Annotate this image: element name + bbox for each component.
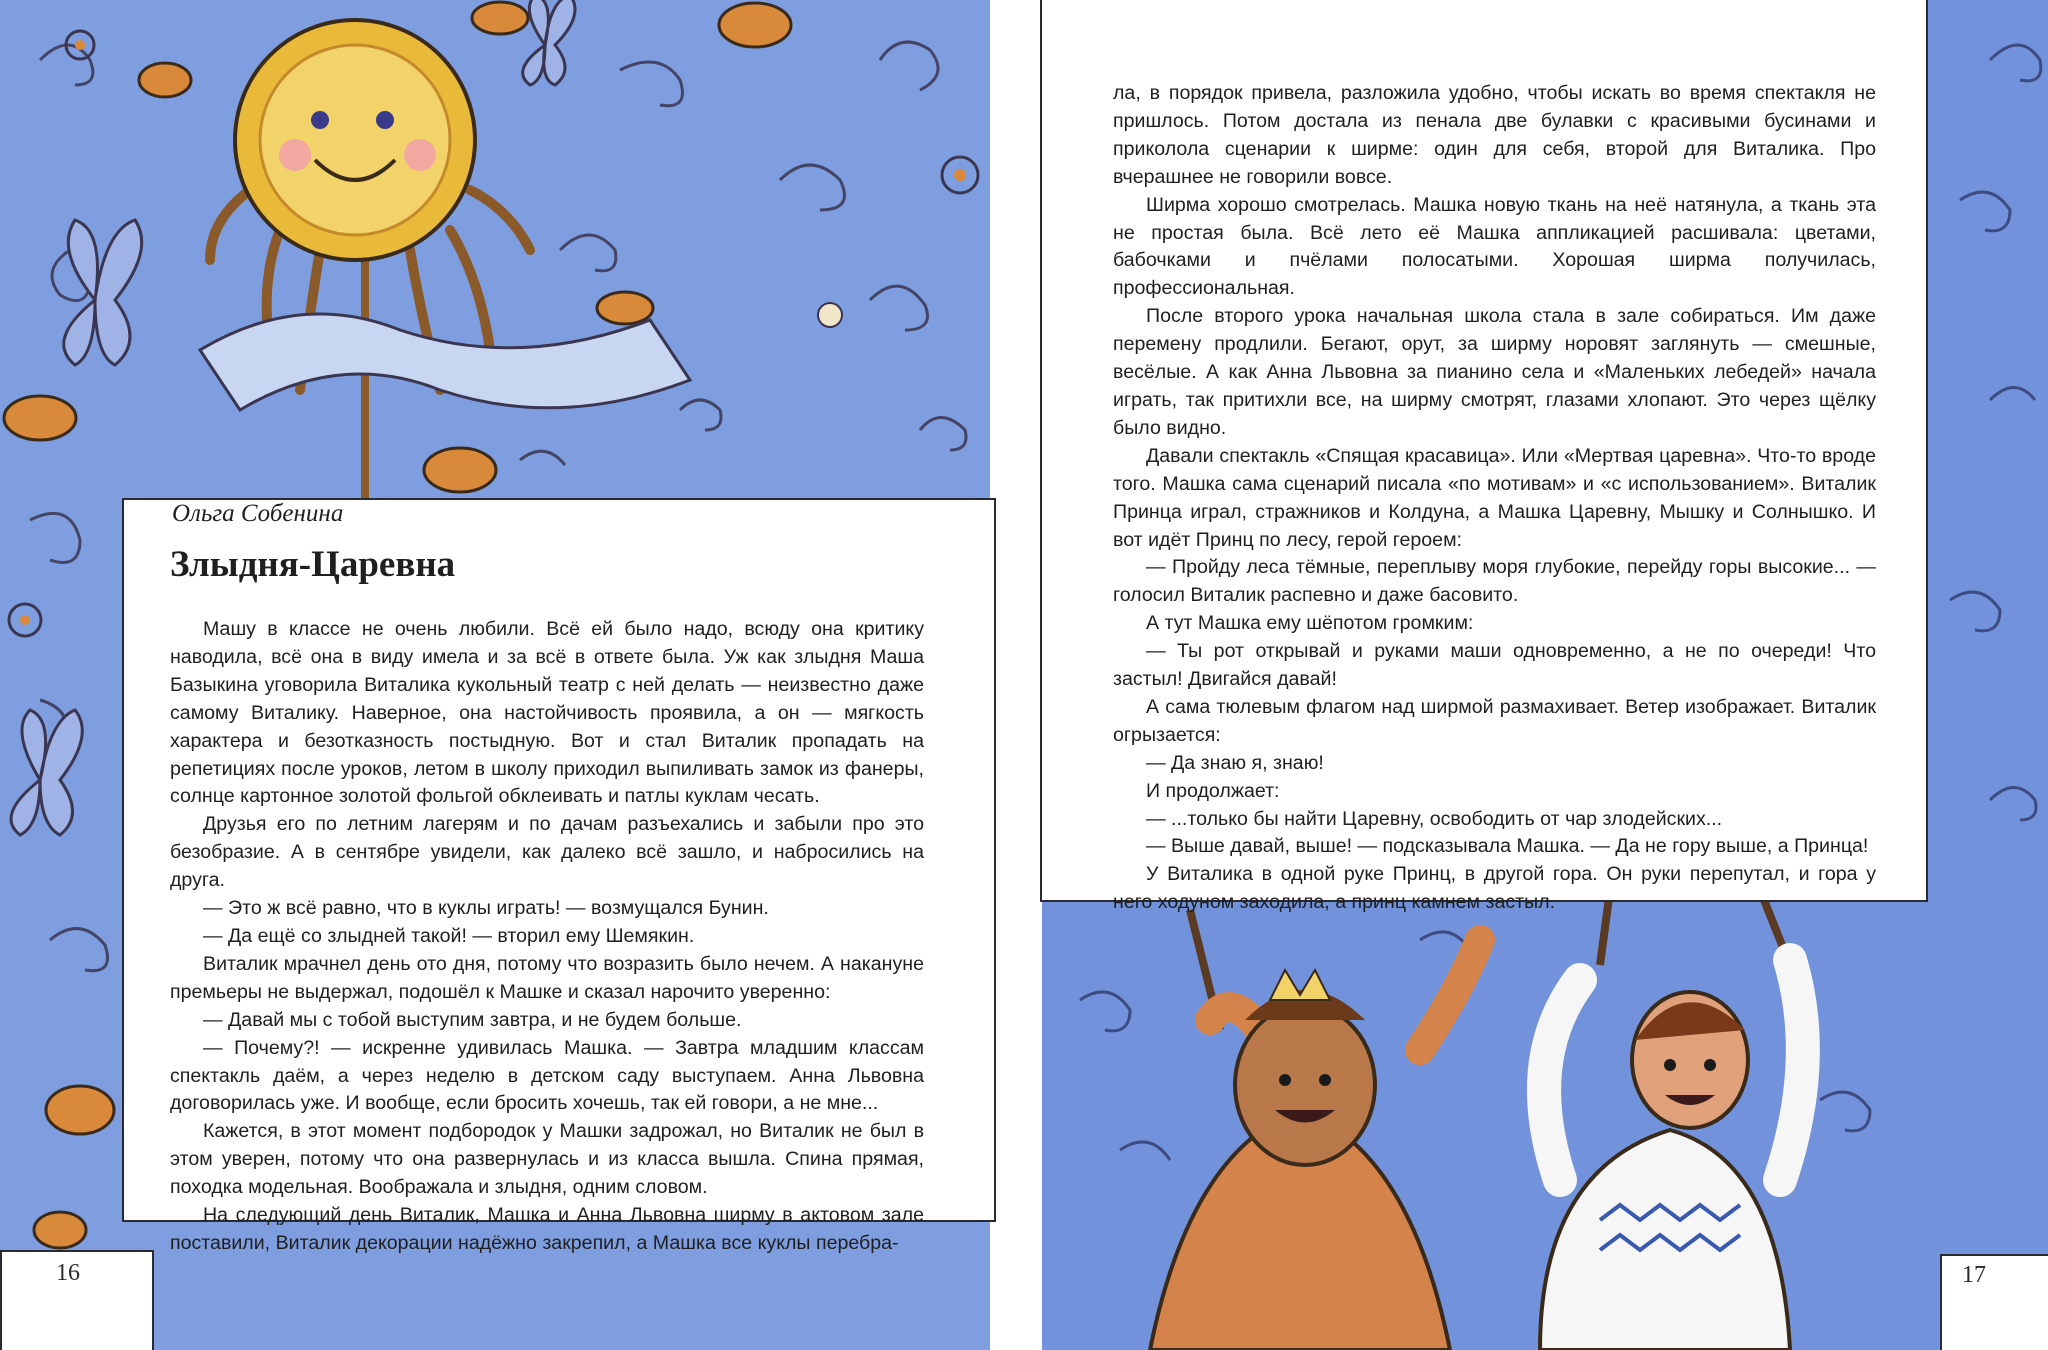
paragraph: — Это ж всё равно, что в куклы играть! — возмущался Бунин. [203, 897, 769, 920]
paragraph: Машу в классе не очень любили. Всё ей было надо, всюду она критику наводила, всё она в виду имела и за всё в ответе была. Уж как злыдня Маша Базыкина уговорила Виталика кукольный театр с ней делать — неизвестно даже самому Виталику. Наверное, она настойчивость проявила, а он — мягкость характера и безотказность постыдную. Вот и стал Виталик пропадать на репетициях после уроков, летом в школу приходил выпиливать замок из фанеры, солнце картонное золотой фольгой обклеивать и патлы куклам чесать. [170, 618, 924, 808]
left-text-column [170, 616, 924, 1258]
girl-illustration [1150, 940, 1480, 1350]
paragraph: — Выше давай, выше! — подсказывала Машка. — Да не гору выше, а Принца! [1146, 835, 1869, 858]
paragraph: — Да знаю я, знаю! [1146, 751, 1324, 774]
paragraph: Друзья его по летним лагерям и по дачам разъехались и забыли про это безобразие. А в сентябре увидели, как далеко всё зашло, и набросились на друга. [170, 813, 924, 892]
boy-illustration [1540, 960, 1803, 1350]
paragraph: — Пройду леса тёмные, переплыву моря глубокие, перейду горы высокие... — голосил Виталик распевно и даже басовито. [1113, 556, 1876, 607]
paragraph: У Виталика в одной руке Принц, в другой гора. Он руки перепутал, и гора у него ходуном заходила, а принц камнем застыл. [1113, 863, 1876, 914]
paragraph: А сама тюлевым флагом над ширмой размахивает. Ветер изображает. Виталик огрызается: [1113, 695, 1876, 746]
paragraph: На следующий день Виталик, Машка и Анна Львовна ширму в актовом зале поставили, Виталик декорации надёжно закрепил, а Машка все куклы перебра- [170, 1204, 924, 1254]
paragraph: А тут Машка ему шёпотом громким: [1146, 612, 1474, 635]
ribbon-banner [200, 314, 690, 410]
right-text-column [1113, 80, 1876, 917]
paragraph: Ширма хорошо смотрелась. Машка новую ткань на неё натянула, а ткань эта не простая была. Всё лето её Машка аппликацией расшивала: цветами, бабочками и пчёлами полосатыми. Хорошая ширма получилась, профессиональная. [1113, 193, 1876, 300]
paragraph: Давали спектакль «Спящая красавица». Или «Мертвая царевна». Что-то вроде того. Машка сама сценарий писала «по мотивам» и «с использованием». Виталик Принца играл, стражников и Колдуна, а Машка Царевну, Мышку и Солнышко. И вот идёт Принц по лесу, герой героем: [1113, 444, 1876, 551]
paragraph: ла, в порядок привела, разложила удобно, чтобы искать во время спектакля не пришлось. Потом достала из пенала две булавки с красивыми бусинами и приколола сценарии к ширме: один для себя, второй для Виталика. Про вчерашнее не говорили вовсе. [1113, 82, 1876, 188]
paragraph: — Ты рот открывай и руками маши одновременно, а не по очереди! Что застыл! Двигайся давай! [1113, 640, 1876, 691]
page-number-right: 17 [1962, 1262, 1986, 1288]
paragraph: — Давай мы с тобой выступим завтра, и не будем больше. [203, 1008, 742, 1031]
paragraph: — ...только бы найти Царевну, освободить от чар злодейских... [1146, 807, 1723, 830]
paragraph: И продолжает: [1146, 779, 1280, 802]
paragraph: Виталик мрачнел день ото дня, потому что возразить было нечем. А накануне премьеры не выдержал, подошёл к Машке и сказал нарочито уверенно: [170, 952, 924, 1003]
story-title: Злыдня-Царевна [170, 544, 456, 585]
paragraph: После второго урока начальная школа стала в зале собираться. Им даже перемену продлили. Бегают, орут, за ширму норовят заглянуть — смешные, весёлые. А как Анна Львовна за пианино села и «Маленьких лебедей» начала играть, так притихли все, на ширму смотрят, глазами хлопают. Это через щёлку было видно. [1113, 305, 1876, 439]
author-name: Ольга Собенина [172, 500, 344, 527]
paragraph: — Почему?! — искренне удивилась Машка. — Завтра младшим классам спектакль даём, а через неделю в детском саду выступаем. Анна Львовна договорилась уже. И вообще, если бросить хочешь, так ей говори, а не мне... [170, 1036, 924, 1115]
page-gutter [990, 0, 1042, 1350]
page-number-box-right [1940, 1254, 2048, 1350]
sun-illustration [210, 20, 530, 500]
page-number-left: 16 [56, 1260, 80, 1286]
paragraph: Кажется, в этот момент подбородок у Машки задрожал, но Виталик не был в этом уверен, потому что она развернулась и из класса вышла. Спина прямая, походка модельная. Воображала и злыдня, одним словом. [170, 1120, 924, 1199]
paragraph: — Да ещё со злыдней такой! — вторил ему Шемякин. [203, 924, 695, 947]
